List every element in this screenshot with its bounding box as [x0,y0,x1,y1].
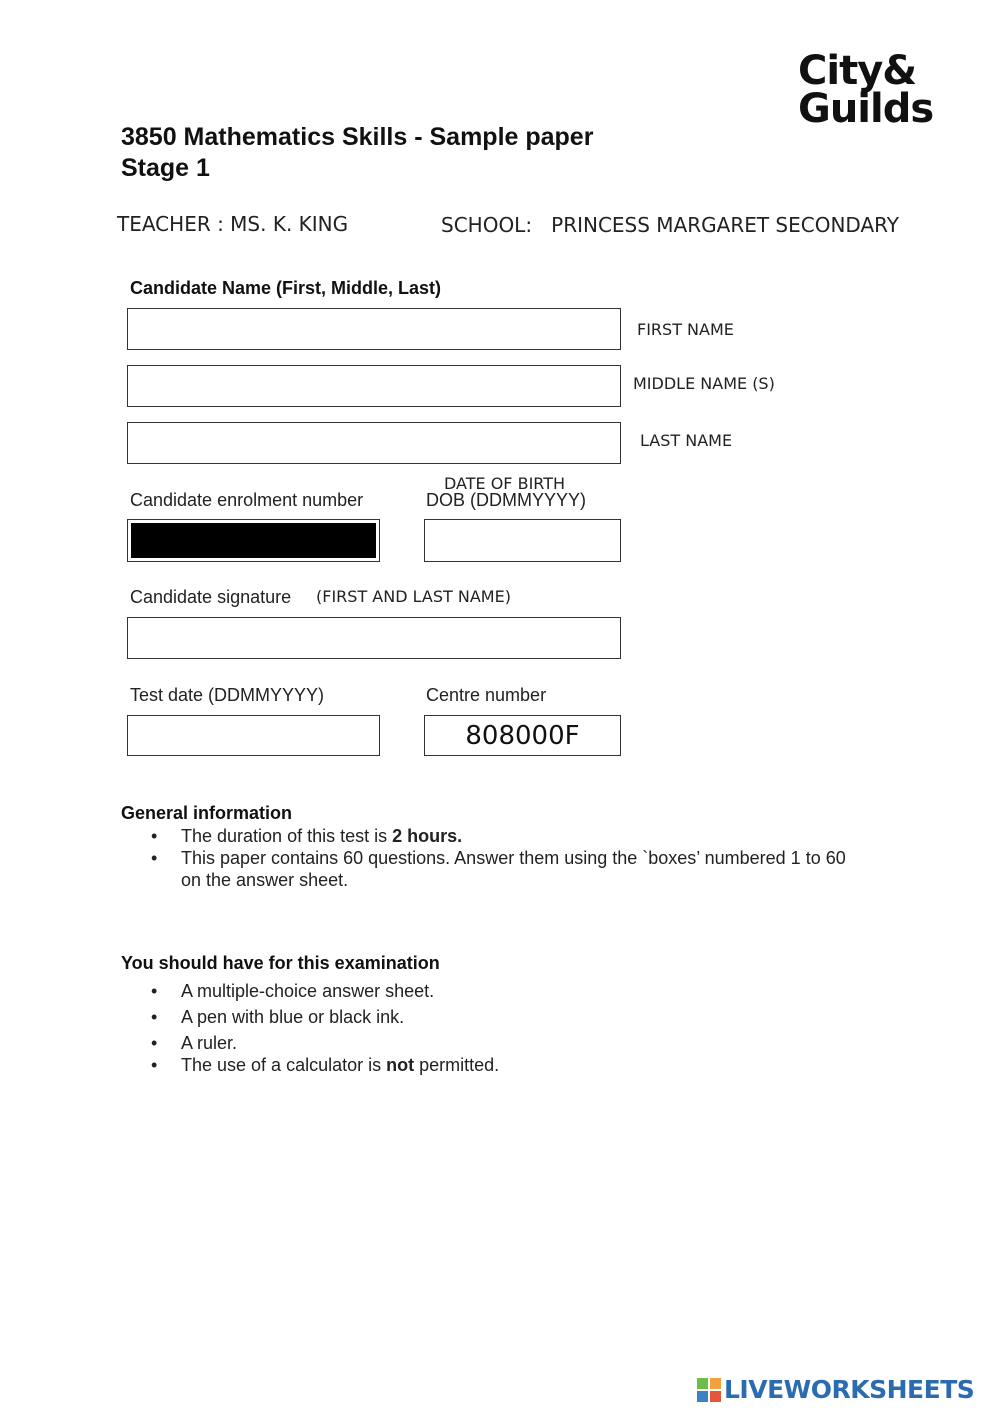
liveworksheets-watermark [697,1375,974,1404]
page-title [121,122,593,184]
calculator-not: not [386,1055,415,1075]
list-item [121,1006,921,1028]
general-info-list [121,825,921,891]
first-name-field[interactable] [127,308,621,350]
requirement-pen: A pen with blue or black ink. [181,1007,405,1027]
middle-name-field[interactable] [127,365,621,407]
enrolment-number-field[interactable] [127,519,380,562]
requirement-ruler: A ruler. [181,1033,238,1053]
title-line-1: 3850 Mathematics Skills - Sample paper [121,123,594,151]
teacher-label: TEACHER : MS. K. KING [117,212,349,236]
candidate-name-heading: Candidate Name (First, Middle, Last) [130,278,442,298]
requirements-list [121,980,921,1076]
signature-field[interactable] [127,617,621,659]
duration-text: The duration of this test is [181,826,393,846]
signature-label: Candidate signature [130,587,292,607]
list-item [121,825,921,847]
centre-number-field[interactable]: 808000F [424,715,621,756]
list-item [121,847,921,891]
centre-number-label: Centre number [426,685,547,705]
first-name-label: FIRST NAME [637,320,734,339]
list-item [121,1032,921,1054]
requirement-answer-sheet: A multiple-choice answer sheet. [181,981,435,1001]
logo-line-1: City& [798,48,917,94]
dob-note: DATE OF BIRTH [444,474,566,493]
dob-label: DOB (DDMMYYYY) [426,490,587,510]
liveworksheets-icon [697,1378,721,1402]
liveworksheets-brand: LIVEWORKSHEETS [724,1375,975,1404]
calculator-text-end: permitted. [414,1055,500,1075]
redaction-block [131,523,376,558]
signature-note: (FIRST AND LAST NAME) [316,587,511,606]
title-line-2: Stage 1 [121,154,210,182]
list-item [121,980,921,1002]
duration-value: 2 hours. [392,826,463,846]
enrolment-label: Candidate enrolment number [130,490,364,510]
logo-line-2: Guilds [798,86,934,132]
middle-name-label: MIDDLE NAME (S) [633,374,775,393]
calculator-text: The use of a calculator is [181,1055,387,1075]
last-name-field[interactable] [127,422,621,464]
list-item [121,1054,921,1076]
last-name-label: LAST NAME [640,431,733,450]
general-info-heading: General information [121,803,293,823]
questions-text-line-1: This paper contains 60 questions. Answer them using the `boxes’ numbered 1 to 60 [181,848,846,868]
school-label: SCHOOL: PRINCESS MARGARET SECONDARY [441,213,899,237]
city-and-guilds-logo [798,48,958,132]
test-date-label: Test date (DDMMYYYY) [130,685,325,705]
dob-field[interactable] [424,519,621,562]
test-date-field[interactable] [127,715,380,756]
requirements-heading: You should have for this examination [121,953,440,973]
questions-text-line-2: on the answer sheet. [181,870,349,890]
